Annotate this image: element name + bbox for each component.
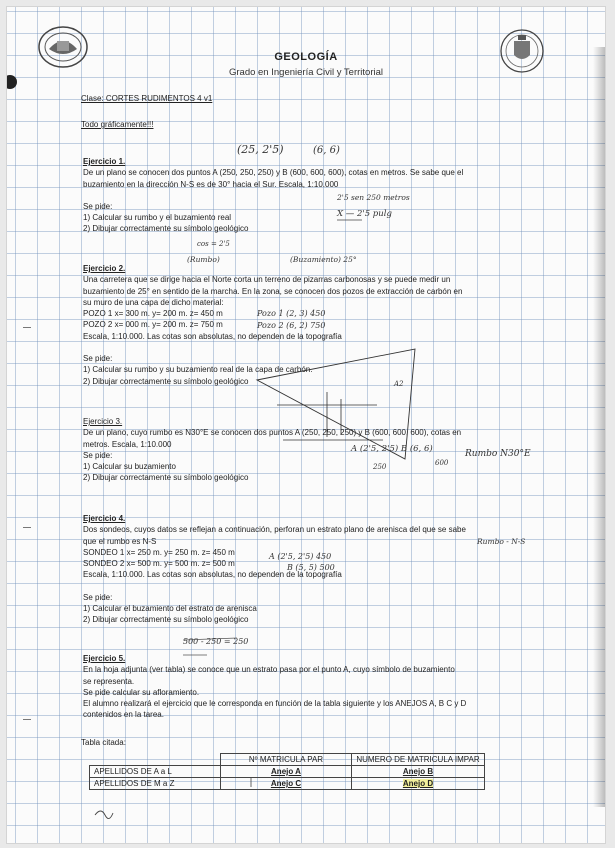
exercise-2-item: 1) Calcular su rumbo y su buzamiento real de la capa de carbón. — [83, 365, 313, 375]
handwritten-note: Pozo 1 (2, 3) 450 — [257, 309, 326, 318]
exercise-2-line: Una carretera que se dirige hacia el Norte corta un terreno de pizarras carbonosas y se puede medir un — [83, 275, 451, 285]
table-cell: Anejo C — [221, 778, 352, 790]
handwritten-note: Pozo 2 (6, 2) 750 — [257, 321, 326, 330]
exercise-2-line: buzamiento de 25° en sentido de la marcha. En la zona, se conocen dos pozos de extracción de carbón en — [83, 286, 463, 296]
table-caption: Tabla citada: — [81, 738, 126, 747]
exercise-3-item: 2) Dibujar correctamente su símbolo geológico — [83, 473, 249, 483]
exercise-2-line: Escala, 1:10.000. Las cotas son absolutas, no dependen de la topografía — [83, 331, 342, 341]
exercise-3-line: metros. Escala, 1:10.000 — [83, 439, 172, 449]
handwritten-note: 600 — [435, 459, 449, 467]
handwritten-note: (Buzamiento) 25° — [290, 255, 357, 264]
exercise-1-heading: Ejercicio 1. — [83, 157, 126, 166]
exercise-1-line: De un plano se conocen dos puntos A (250, 250, 250) y B (600, 600, 600), cotas en metros. Se sabe que el — [83, 168, 464, 178]
exercise-5-line: Se pide calcular su afloramiento. — [83, 687, 200, 697]
exercise-1-item: 1) Calcular su rumbo y el buzamiento real — [83, 213, 232, 223]
margin-mark — [23, 527, 31, 528]
exercise-4-line: Dos sondeos, cuyos datos se reflejan a continuación, perforan un estrato plano de arenisca del que se sabe — [83, 525, 466, 535]
table-cell: APELLIDOS DE M a Z — [90, 778, 221, 790]
exercise-5-line: En la hoja adjunta (ver tabla) se conoce que un estrato pasa por el punto A, cuyo símbolo de buzamiento — [83, 665, 455, 675]
table-header-cell: NUMERO DE MATRICULA IMPAR — [352, 754, 485, 766]
handwritten-note: A (2'5, 2'5) 450 — [269, 552, 332, 561]
exercise-4-ask: Se pide: — [83, 592, 113, 602]
exercise-1-line: buzamiento en la dirección N-S es de 30° hacia el Sur. Escala, 1:10.000 — [83, 179, 339, 189]
table-cell: APELLIDOS DE A a L — [90, 766, 221, 778]
handwritten-note: cos = 2'5 — [197, 240, 230, 248]
exercise-3-line: De un plano, cuyo rumbo es N30°E se conocen dos puntos A (250, 250, 250) y B (600, 600, 600), cotas en — [83, 428, 462, 438]
class-label: Clase: CORTES RUDIMENTOS 4 v1 — [81, 94, 213, 103]
handwritten-note: (Rumbo) — [187, 255, 220, 264]
page-title: GEOLOGÍA — [274, 51, 338, 63]
exercise-3-heading: Ejercicio 3. — [83, 417, 123, 426]
exercise-5-heading: Ejercicio 5. — [83, 654, 126, 663]
handwritten-note: Rumbo N30°E — [465, 449, 531, 459]
exercise-4-line: SONDEO 2 x= 500 m. y= 500 m. z= 500 m — [83, 559, 235, 569]
table-cell: Anejo A — [221, 766, 352, 778]
exercise-1-item: 2) Dibujar correctamente su símbolo geológico — [83, 224, 249, 234]
exercise-2-line: POZO 1 x= 300 m. y= 200 m. z= 450 m — [83, 309, 223, 319]
handwritten-note: A2 — [394, 380, 404, 388]
exercise-3-item: 1) Calcular su buzamiento — [83, 462, 176, 472]
handwritten-note: 250 — [373, 463, 387, 471]
handwritten-note: A (2'5, 2'5) B (6, 6) — [351, 444, 433, 454]
exercise-4-line: que el rumbo es N-S — [83, 536, 157, 546]
table-cell: Anejo B — [352, 766, 485, 778]
exercise-4-line: SONDEO 1 x= 250 m. y= 250 m. z= 450 m — [83, 547, 235, 557]
exercise-3-ask: Se pide: — [83, 450, 113, 460]
handwritten-note: X — 2'5 pulg — [337, 209, 392, 219]
handwritten-note: Rumbo - N-S — [477, 537, 526, 546]
worksheet-page — [6, 6, 606, 844]
exercise-4-line: Escala, 1:10.000. Las cotas son absolutas, no dependen de la topografía — [83, 570, 342, 580]
exercise-4-item: 2) Dibujar correctamente su símbolo geológico — [83, 615, 249, 625]
handwritten-note: (25, 2'5) — [237, 143, 284, 156]
exercise-4-item: 1) Calcular el buzamiento del estrato de arenisca — [83, 604, 257, 614]
page-subtitle: Grado en Ingeniería Civil y Territorial — [228, 67, 383, 78]
table-header-cell: Nº MATRICULA PAR — [221, 754, 352, 766]
exercise-1-ask: Se pide: — [83, 201, 113, 211]
exercise-2-ask: Se pide: — [83, 354, 113, 364]
table-cell-highlighted: Anejo D — [402, 779, 434, 788]
margin-mark — [23, 719, 31, 720]
exercise-5-line: se representa. — [83, 676, 135, 686]
handwritten-note: 500 - 250 = 250 — [183, 637, 249, 646]
exercise-5-line: El alumno realizará el ejercicio que le corresponda en función de la tabla siguiente y los ANEJOS A, B C y D — [83, 699, 467, 709]
handwritten-note: 2'5 sen 250 metros — [337, 193, 410, 202]
all-graphically-note: Todo gráficamente!!! — [81, 120, 154, 129]
exercise-2-item: 2) Dibujar correctamente su símbolo geológico — [83, 376, 249, 386]
exercise-2-heading: Ejercicio 2. — [83, 264, 126, 273]
handwritten-sketch — [7, 7, 605, 843]
exercise-4-heading: Ejercicio 4. — [83, 514, 126, 523]
margin-mark — [23, 327, 31, 328]
exercise-2-line: su muro de una capa de dicho material: — [83, 297, 224, 307]
exercise-2-line: POZO 2 x= 000 m. y= 200 m. z= 750 m — [83, 320, 223, 330]
handwritten-note: (6, 6) — [313, 145, 340, 156]
handwritten-note: B (5, 5) 500 — [287, 563, 335, 572]
exercise-5-line: contenidos en la tarea. — [83, 710, 164, 720]
